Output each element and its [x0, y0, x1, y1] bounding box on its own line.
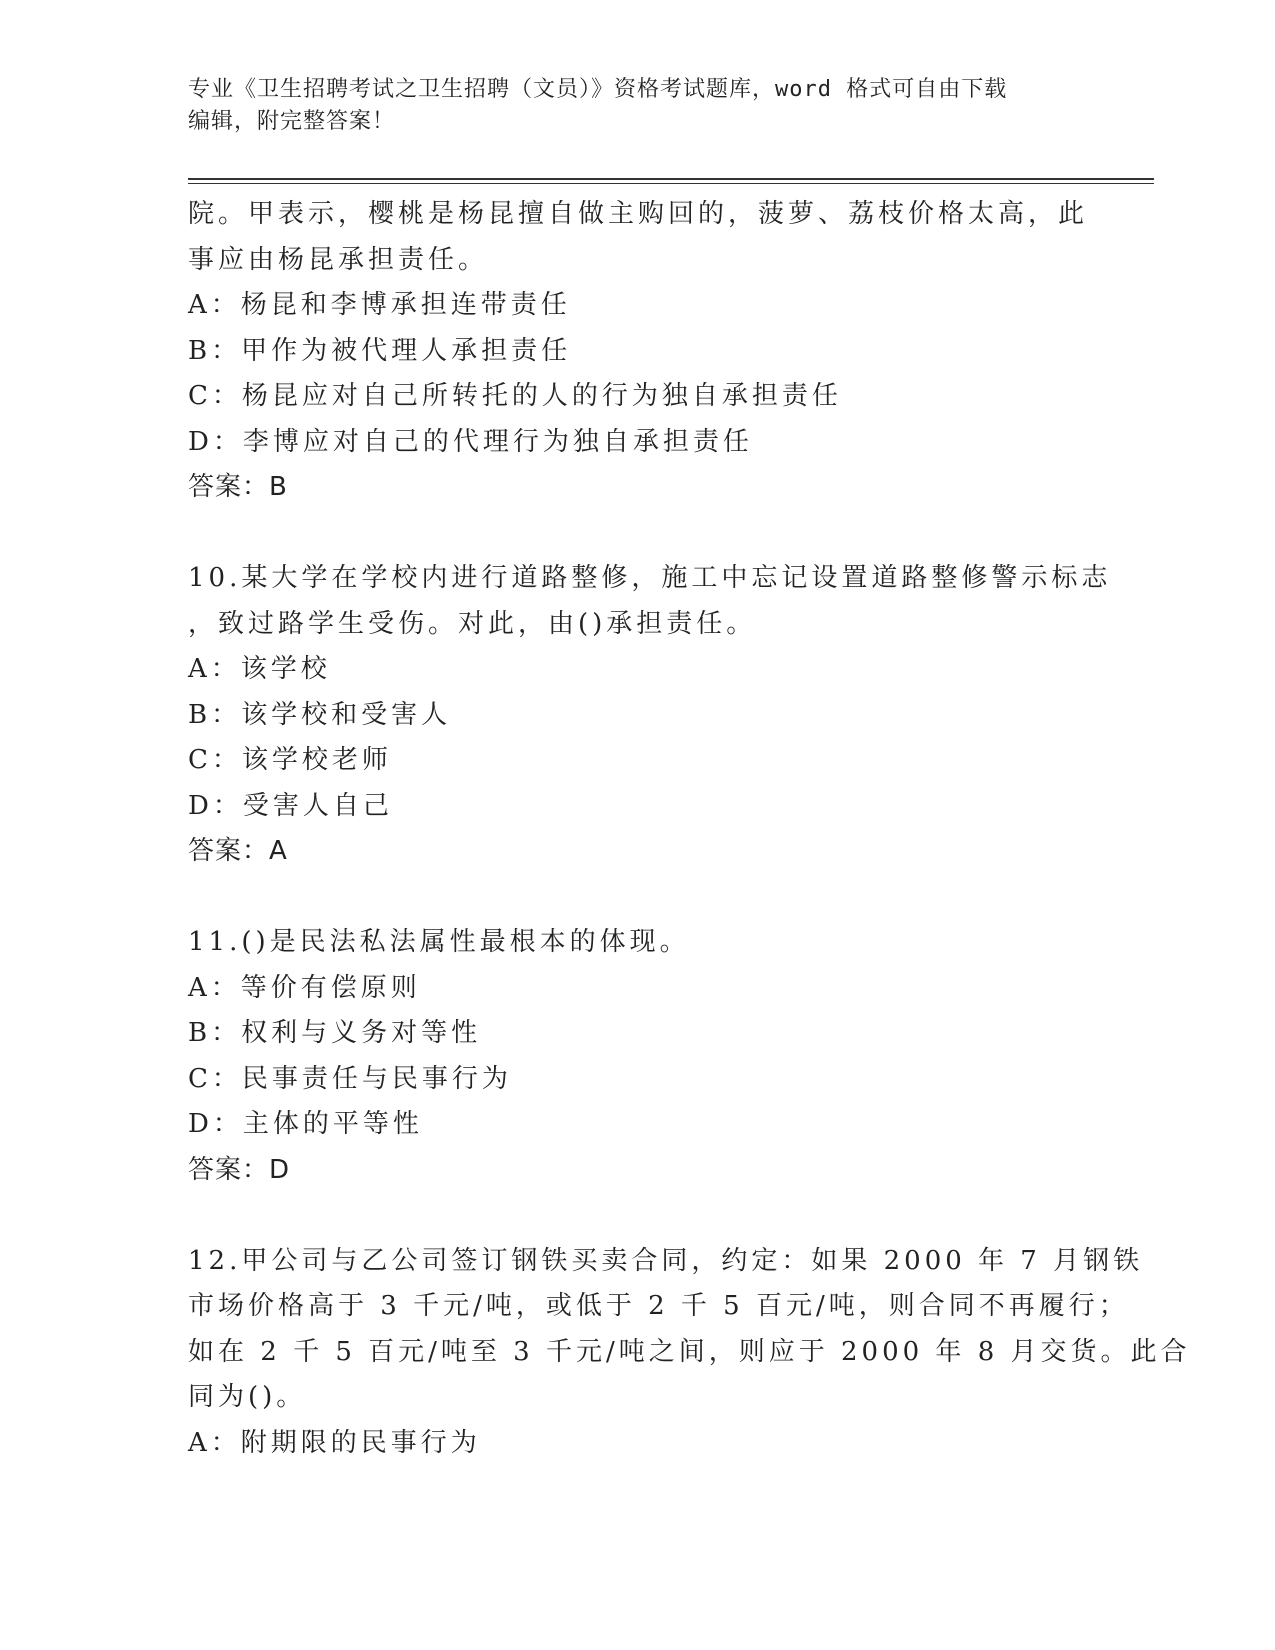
header-line-2: 编辑，附完整答案！	[188, 109, 396, 134]
q10-text-line: 10.某大学在学校内进行道路整修，施工中忘记设置道路整修警示标志	[188, 563, 1112, 593]
q11-option-a: A：等价有偿原则	[188, 972, 421, 1003]
q11-option-c: C：民事责任与民事行为	[188, 1063, 512, 1094]
spacer	[188, 875, 1088, 921]
q10-option-b: B：该学校和受害人	[188, 699, 452, 730]
q9-option-a: A：杨昆和李博承担连带责任	[188, 290, 571, 320]
q10-option-a: A：该学校	[188, 654, 331, 684]
spacer	[188, 511, 1088, 557]
q10-option-d: D：受害人自己	[188, 790, 393, 821]
q9-text-line: 院。甲表示，樱桃是杨昆擅自做主购回的，菠萝、荔枝价格太高，此	[188, 199, 1089, 229]
q12-text-line: 市场价格高于 3 千元/吨，或低于 2 千 5 百元/吨，则合同不再履行；	[188, 1291, 1129, 1321]
spacer	[188, 1193, 1088, 1239]
q12-text-line: 如在 2 千 5 百元/吨至 3 千元/吨之间，则应于 2000 年 8 月交货。此合	[188, 1336, 1191, 1367]
q9-option-b: B：甲作为被代理人承担责任	[188, 335, 572, 366]
q12-text-line: 12.甲公司与乙公司签订钢铁买卖合同，约定：如果 2000 年 7 月钢铁	[188, 1245, 1144, 1276]
q10-option-c: C：该学校老师	[188, 745, 392, 775]
header-line-1: 专业《卫生招聘考试之卫生招聘（文员）》资格考试题库，word 格式可自由下载	[188, 77, 1008, 102]
document-header	[188, 74, 1088, 138]
header-rule-thick	[188, 178, 1154, 180]
question-list	[188, 192, 1191, 1466]
q12-option-a: A：附期限的民事行为	[188, 1427, 481, 1458]
header-rule-thin	[188, 183, 1154, 184]
q11-answer: 答案：D	[188, 1154, 291, 1185]
q11-option-d: D：主体的平等性	[188, 1109, 423, 1139]
q9-text-line: 事应由杨昆承担责任。	[188, 244, 489, 275]
q9-option-c: C：杨昆应对自己所转托的人的行为独自承担责任	[188, 381, 842, 411]
q10-text-line: ，致过路学生受伤。对此，由()承担责任。	[188, 608, 757, 639]
q10-answer: 答案：A	[188, 836, 288, 866]
q12-text-line: 同为()。	[188, 1382, 307, 1412]
q9-answer: 答案：B	[188, 472, 288, 502]
q11-text-line: 11.()是民法私法属性最根本的体现。	[188, 927, 690, 957]
q11-option-b: B：权利与义务对等性	[188, 1018, 482, 1048]
q9-option-d: D：李博应对自己的代理行为独自承担责任	[188, 426, 753, 457]
